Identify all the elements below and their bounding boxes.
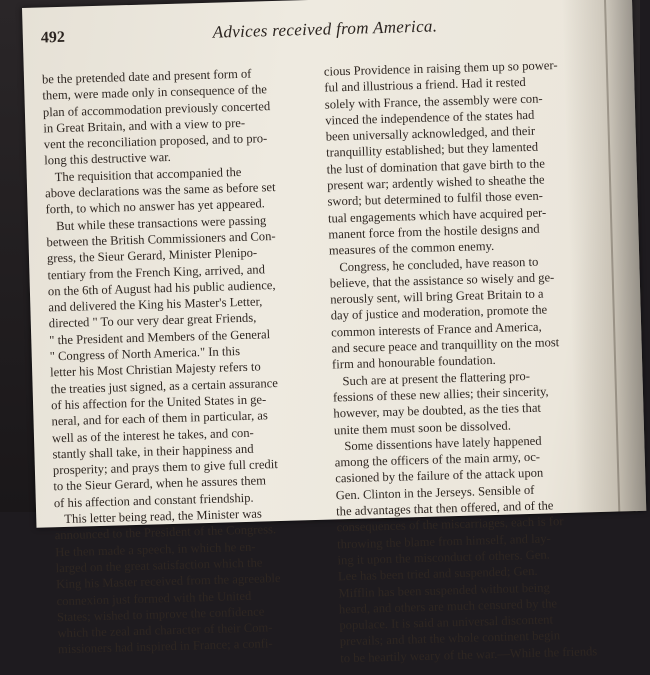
- text-line: manent force from the hostile designs and: [328, 221, 540, 242]
- text-line: gress, the Sieur Gerard, Minister Plenipo-: [46, 245, 258, 266]
- text-line: be the pretended date and present form of: [41, 66, 252, 87]
- text-line: in Great Britain, and with a view to pre-: [43, 115, 246, 136]
- text-line: Some dissentions have lately happened: [344, 433, 542, 453]
- text-line: Such are at present the flattering pro-: [342, 368, 531, 388]
- text-line: however, may be doubted, as the ties that: [333, 400, 542, 421]
- text-line: well as of the interest he takes, and con-: [51, 425, 254, 445]
- page-number: 492: [40, 28, 66, 47]
- text-line: the treaties just signed, as a certain assurance: [50, 375, 279, 396]
- text-line: " Congress of North America." In this: [49, 344, 241, 364]
- text-line: on the 6th of August had his public audience,: [47, 277, 276, 299]
- right-text-column: [323, 57, 598, 667]
- text-line: ing it upon the misconduct of others. Gen.: [337, 547, 550, 568]
- text-line: vent the reconciliation proposed, and to pro-: [43, 131, 268, 152]
- text-line: States; wished to improve the confidence: [56, 604, 265, 625]
- text-line: tranquillity established; but they lamented: [325, 140, 539, 161]
- text-line: The requisition that accompanied the: [54, 164, 242, 184]
- text-line: and delivered the King his Master's Letter,: [48, 294, 263, 315]
- text-line: letter his Most Christian Majesty refers to: [49, 359, 261, 380]
- text-line: Gen. Clinton in the Jerseys. Sensible of: [335, 482, 535, 503]
- text-line: to the Sieur Gerard, when he assures them: [53, 473, 267, 494]
- text-line: This letter being read, the Minister was: [64, 506, 263, 527]
- text-line: which the zeal and character of their Com-: [57, 620, 273, 641]
- text-line: throwing the blame from himself, and lay-: [336, 531, 551, 552]
- text-line: prosperity; and prays them to give full credit: [52, 457, 278, 478]
- book-page: [22, 0, 646, 666]
- text-line: But while these transactions were passing: [55, 212, 267, 233]
- text-line: to be heartily weary of the war.—While the friends: [340, 643, 598, 666]
- text-line: tual engagements which have acquired per-: [327, 205, 547, 226]
- text-line: and secure peace and tranquillity on the most: [331, 335, 560, 356]
- running-head: Advices received from America.: [212, 16, 438, 42]
- text-line: neral, and for each of them in particular, as: [51, 408, 268, 429]
- text-line: directed " To our very dear great Friends,: [48, 311, 257, 331]
- text-line: forth, to which no answer has yet appeared.: [45, 196, 266, 217]
- text-line: of his affection for the United States in ge-: [50, 392, 267, 413]
- text-line: consequences of the miscarriages, each is for: [336, 514, 564, 535]
- text-line: casioned by the failure of the attack upon: [335, 466, 544, 486]
- text-line: common interests of France and America,: [330, 319, 542, 340]
- text-line: announced to the President of the Congress.: [54, 522, 277, 543]
- text-line: heard, and others are much censured by the: [338, 596, 558, 617]
- text-line: the advantages that then offered, and of the: [335, 498, 554, 519]
- text-line: larged on the great satisfaction which the: [55, 555, 263, 576]
- text-line: of his affection and constant friendship.: [53, 490, 254, 511]
- text-line: King his Master received from the agreeable: [55, 571, 281, 592]
- text-line: them, were made only in consequence of the: [42, 82, 268, 103]
- text-line: day of justice and moderation, promote the: [330, 302, 548, 323]
- text-line: Mifflin has been suspended without being: [338, 579, 550, 600]
- text-line: connexion just formed with the United: [56, 588, 252, 608]
- text-line: ful and illustrious a friend. Had it rested: [324, 75, 526, 95]
- text-line: He then made a speech, in which he en-: [55, 539, 256, 559]
- text-line: fessions of these new allies; their sincerity,: [332, 384, 549, 405]
- text-line: nerously sent, will bring Great Britain to a: [330, 286, 544, 307]
- text-line: long this destructive war.: [44, 150, 172, 168]
- text-line: tentiary from the French King, arrived, and: [47, 261, 266, 282]
- text-line: between the British Commissioners and Con-: [46, 228, 276, 250]
- text-line: among the officers of the main army, oc-: [334, 449, 541, 470]
- text-line: " the President and Members of the General: [49, 326, 271, 348]
- text-line: prevails; and that the whole continent begin: [339, 628, 561, 649]
- left-text-column: [42, 65, 294, 658]
- text-line: believe, that the assistance so wisely and ge-: [329, 270, 555, 291]
- text-line: above declarations was the same as before set: [44, 180, 276, 201]
- text-line: the lust of domination that gave birth to the: [326, 156, 545, 177]
- text-line: cious Providence in raising them up so power-: [323, 58, 558, 79]
- text-line: Congress, he concluded, have reason to: [339, 254, 539, 274]
- text-line: present war; ardently wished to sheathe the: [326, 172, 545, 193]
- text-line: missioners had inspired in France; a confi-: [57, 636, 273, 657]
- text-line: Lee has been tried and suspended; Gen.: [337, 564, 538, 584]
- text-line: sword; but determined to fulfil those even-: [327, 188, 544, 209]
- text-line: vinced the independence of the states had: [325, 107, 535, 128]
- text-line: stantly shall take, in their happiness and: [52, 441, 254, 462]
- text-line: firm and honourable foundation.: [331, 353, 496, 372]
- text-line: populace. It is said an universal discontent: [339, 612, 554, 633]
- text-line: solely with France, the assembly were con-: [324, 91, 543, 112]
- text-line: been universally acknowledged, and their: [325, 123, 536, 144]
- text-line: unite them must soon be dissolved.: [333, 418, 512, 437]
- text-line: plan of accommodation previously concerted: [42, 98, 271, 120]
- text-line: measures of the common enemy.: [328, 239, 495, 258]
